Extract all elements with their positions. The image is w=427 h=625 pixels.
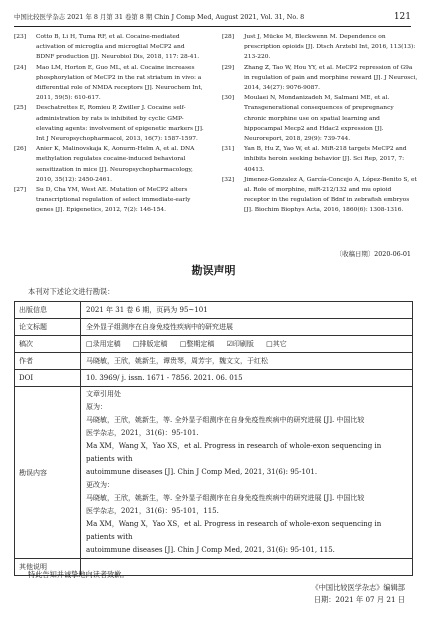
running-header <box>14 8 411 27</box>
reference-item: [31] Yan B, Hu Z, Yao W, et al. MiR-218 targets MeCP2 and inhibits heroin seeking behavior [J]. Sci Rep, 2017, 7: 40413. <box>222 146 407 173</box>
row-label: DOI <box>15 370 81 387</box>
authors: 马晓敏，王欣，姚新生，谭贵琴，周芳宇，魏文文，于红松 <box>81 353 413 370</box>
page-number: 121 <box>393 12 411 22</box>
row-label: 稿次 <box>15 336 81 353</box>
reference-item: [32] Jimenez-Gonzalez A, García-Concejo A, López-Benito S, et al. Role of morphine, miR-212/132 and mu opioid receptor in the regulation of Bdnf in zebrafish embryos [J]. Biochim Biophys Acta, 2016, 1860(6): 1308-1316. <box>222 176 417 214</box>
reference-item: [28] Just J, Mücke M, Bleckwenn M. Dependence on prescription opioids [J]. Dtsch Arztebl Int, 2016, 113(13): 213-220. <box>222 34 416 61</box>
reference-item: [30] Moulaei N, Mondanizadeh M, Salmani ME, et al. Transgenerational consequences of prepregnancy chronic morphine use on spatial learning and hippocampal Mecp2 and Hdac2 expression [J]. Neuroreport, 2018, 29(9): 739-744. <box>222 95 394 143</box>
row-label: 出版信息 <box>15 302 81 319</box>
table-row <box>15 387 413 559</box>
option-full-issue: □整期定稿 <box>179 340 215 348</box>
table-row <box>15 302 413 319</box>
table-row <box>15 353 413 370</box>
table-row <box>15 370 413 387</box>
row-label: 其他说明 <box>15 559 81 576</box>
option-print: ☑印刷版 <box>226 340 254 348</box>
option-typeset: □排版定稿 <box>132 340 168 348</box>
reference-list <box>14 32 418 247</box>
reference-item: [29] Zhang Z, Tao W, Hou YY, et al. MeCP2 repression of G9a in regulation of pain and morphine reward [J]. J Neurosci, 2014, 34(27): 9076-9087. <box>222 64 418 92</box>
closing-statement: 特此告知并诚挚地向读者致歉。 <box>28 570 129 579</box>
errata-title: 勘误声明 <box>191 264 236 277</box>
reference-item: [25] Deschatrettes E, Romieu P, Zwiller J. Cocaine self-administration by rats is inhibited by cyclic GMP-elevating agents: involvement of epigenetic markers [J]. Int J Neuropsychopharmacol, 2013, 16(7): 1587-1597. <box>14 105 204 143</box>
publication-info: 2021 年 31 卷 6 期，页码为 95~101 <box>81 302 413 319</box>
reference-column-right <box>222 32 418 216</box>
reference-item: [24] Mao LM, Horton E, Guo ML, et al. Cocaine increases phosphorylation of MeCP2 in the rat striatum in vivo: a differential role of NMDA receptors [J]. Neurochem Int, 2011, 59(5): 610-617. <box>14 64 203 102</box>
reference-item: [27] Su D, Cha YM, West AE. Mutation of MeCP2 alters transcriptional regulation of select immediate-early genes [J]. Epigenetics, 2012, 7(2): 146-154. <box>14 187 191 214</box>
editorial-office: 《中国比较医学杂志》编辑部 <box>311 583 405 592</box>
journal-header: 中国比较医学杂志 2021 年 8 月第 31 卷第 8 期 Chin J Comp Med, August 2021, Vol. 31, No. 8 <box>14 13 305 21</box>
reference-column-left <box>14 32 204 216</box>
row-label: 勘误内容 <box>15 387 81 559</box>
received-date: 〔收稿日期〕2020-06-01 <box>335 250 411 258</box>
table-row <box>15 336 413 353</box>
errata-intro: 本刊对下述论文进行勘误： <box>28 287 115 296</box>
other-notes <box>81 559 413 576</box>
errata-table <box>14 301 413 576</box>
reference-item: [23] Cotto B, Li H, Tuma RF, et al. Cocaine-mediated activation of microglia and microglial MeCP2 and BDNF production [J]. Neurobiol Dis, 2018, 117: 28-41. <box>14 34 200 61</box>
reference-item: [26] Anier K, Malinovskaja K, Aonurm-Helm A, et al. DNA methylation regulates cocaine-induced behavioral sensitization in mice [J]. Neuropsychopharmacology, 2010, 35(12): 2450-2461. <box>14 146 195 183</box>
option-other: □其它 <box>266 340 287 348</box>
option-accepted: □录用定稿 <box>86 340 121 348</box>
errata-content: 文章引用处 原为： 马晓敏，王欣，姚新生，等. 全外显子组测序在自身免疫性疾病中的研究进展 [J]. 中国比较 医学杂志，2021，31(6)：95-101. Ma XM，Wang X，Yao XS，et al. Progress in research of whole-exon sequencing in patients with autoimmune diseases [J]. Chin J Comp Med, 2021, 31(6): 95-101. 更改为： 马晓敏，王欣，姚新生，等. 全外显子组测序在自身免疫性疾病中的研究进展 [J]. 中国比较 医学杂志，2021，31(6)：95-101，115. Ma XM，Wang X，Yao XS，et al. Progress in research of whole-exon sequencing in patients with autoimmune diseases [J]. Chin J Comp Med, 2021, 31(6): 95-101, 115. <box>81 387 413 559</box>
table-row <box>15 319 413 336</box>
signature-block <box>312 582 405 606</box>
paper-title: 全外显子组测序在自身免疫性疾病中的研究进展 <box>81 319 413 336</box>
signature-date: 日期：2021 年 07 月 21 日 <box>313 595 405 604</box>
row-label: 论文标题 <box>15 319 81 336</box>
manuscript-options <box>81 336 413 353</box>
row-label: 作者 <box>15 353 81 370</box>
doi: 10. 3969/ j. issn. 1671 - 7856. 2021. 06. 015 <box>81 370 413 387</box>
